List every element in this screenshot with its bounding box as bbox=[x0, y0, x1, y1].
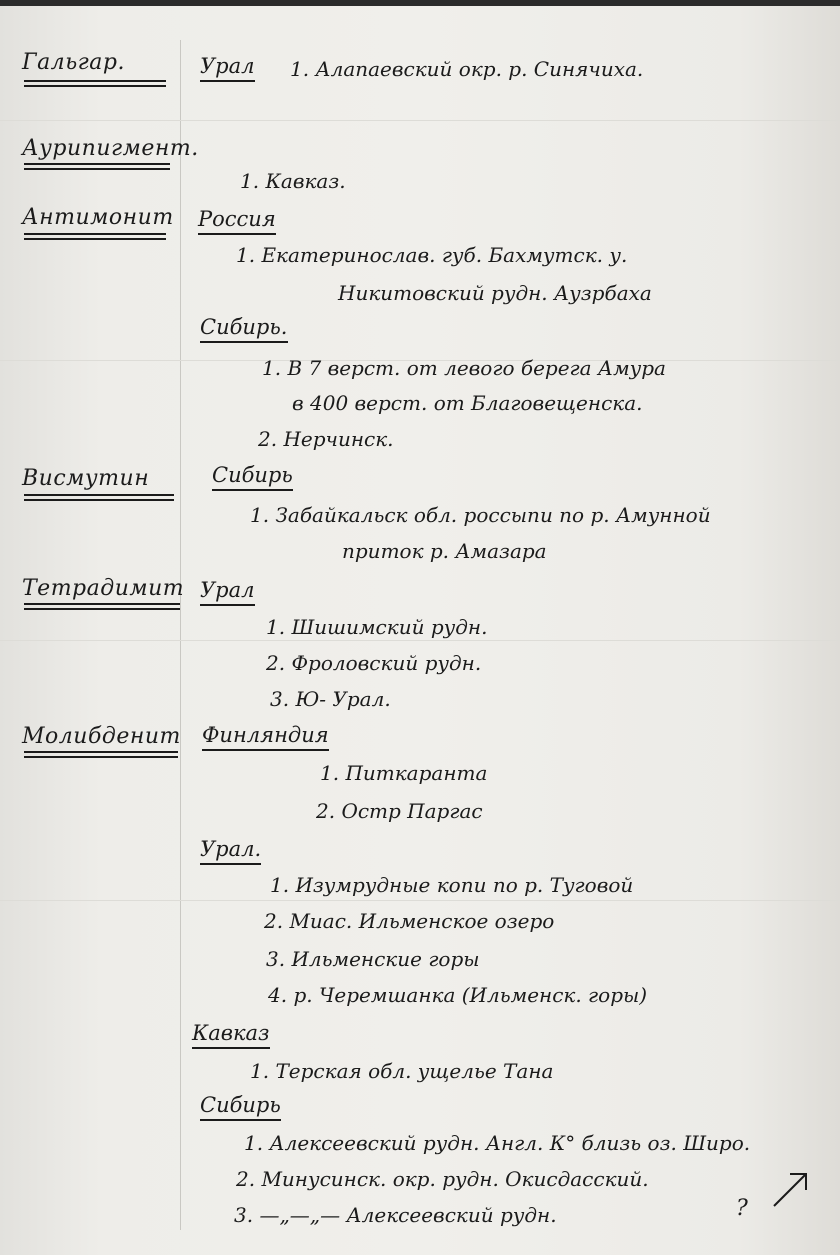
mineral-name: Гальгар. bbox=[22, 50, 125, 75]
location-line: 2. Фроловский рудн. bbox=[266, 651, 482, 675]
mineral-underline bbox=[24, 80, 166, 82]
location-line: 1. Забайкальск обл. россыпи по р. Амунной bbox=[250, 503, 711, 527]
location-line: 4. р. Черемшанка (Ильменск. горы) bbox=[268, 983, 648, 1007]
region-heading: Урал. bbox=[200, 838, 261, 865]
mineral-underline bbox=[24, 163, 170, 165]
location-line: 3. Ю- Урал. bbox=[270, 687, 391, 711]
location-line: 1. Терская обл. ущелье Тана bbox=[250, 1059, 554, 1083]
location-line: 2. Остр Паргас bbox=[316, 799, 483, 823]
region-heading: Сибирь bbox=[200, 1094, 281, 1121]
question-mark: ? bbox=[736, 1196, 748, 1221]
location-line: 2. Миас. Ильменское озеро bbox=[264, 909, 555, 933]
mineral-name: Аурипигмент. bbox=[22, 136, 199, 161]
region-heading: Россия bbox=[198, 208, 276, 235]
mineral-underline bbox=[24, 603, 180, 605]
location-line: 1. Алексеевский рудн. Англ. К° близь оз. Широ. bbox=[244, 1131, 751, 1155]
location-line: 1. Кавказ. bbox=[240, 169, 346, 193]
location-line: приток р. Амазара bbox=[342, 539, 547, 563]
region-heading: Урал bbox=[200, 55, 255, 82]
ruled-line bbox=[0, 120, 840, 121]
scan-top-edge bbox=[0, 0, 840, 6]
location-line: 1. Екатеринослав. губ. Бахмутск. у. bbox=[236, 243, 628, 267]
mineral-underline bbox=[24, 751, 178, 753]
region-heading: Сибирь. bbox=[200, 316, 288, 343]
location-line: 3. Ильменские горы bbox=[266, 947, 480, 971]
location-line: 1. Алапаевский окр. р. Синячиха. bbox=[290, 57, 644, 81]
region-heading: Кавказ bbox=[192, 1022, 270, 1049]
location-line: Никитовский рудн. Аузрбаха bbox=[338, 281, 652, 305]
mineral-name: Висмутин bbox=[22, 466, 150, 491]
region-heading: Сибирь bbox=[212, 464, 293, 491]
location-line: 1. Изумрудные копи по р. Туговой bbox=[270, 873, 634, 897]
region-heading: Финляндия bbox=[202, 724, 329, 751]
location-line: 1. Шишимский рудн. bbox=[266, 615, 488, 639]
location-line: 3. —„—„— Алексеевский рудн. bbox=[234, 1203, 557, 1227]
mineral-underline bbox=[24, 233, 166, 235]
location-line: 1. В 7 верст. от левого берега Амура bbox=[262, 356, 666, 380]
mineral-underline bbox=[24, 494, 174, 496]
location-line: 2. Минусинск. окр. рудн. Окисдасский. bbox=[236, 1167, 649, 1191]
location-line: 2. Нерчинск. bbox=[258, 427, 394, 451]
mineral-name: Тетрадимит bbox=[22, 576, 185, 601]
mineral-name: Антимонит bbox=[22, 205, 174, 230]
arrow-up-right-icon bbox=[770, 1168, 812, 1210]
location-line: в 400 верст. от Благовещенска. bbox=[292, 391, 643, 415]
location-line: 1. Питкаранта bbox=[320, 761, 488, 785]
ruled-line bbox=[0, 640, 840, 641]
margin-rule bbox=[180, 40, 181, 1230]
mineral-name: Молибденит bbox=[22, 724, 181, 749]
ruled-line bbox=[0, 900, 840, 901]
region-heading: Урал bbox=[200, 579, 255, 606]
